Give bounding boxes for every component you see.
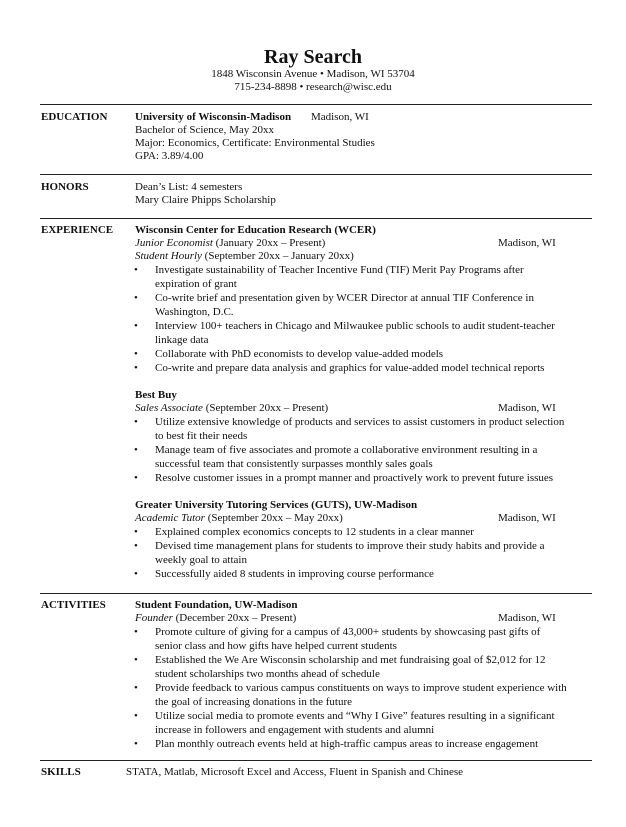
section-label-activities: ACTIVITIES <box>41 599 106 611</box>
education-major: Major: Economics, Certificate: Environmental Studies <box>135 137 375 149</box>
bullet-icon: • <box>134 626 138 638</box>
bullet-icon: • <box>134 320 138 332</box>
bullet-icon: • <box>134 526 138 538</box>
section-label-skills: SKILLS <box>41 766 81 778</box>
bullet-text: Plan monthly outreach events held at high-traffic campus areas to increase engagement <box>155 738 539 750</box>
contact-phone-email: 715-234-8898 • research@wisc.edu <box>234 81 392 93</box>
job-title: Academic Tutor <box>135 512 205 524</box>
bullet-icon: • <box>134 540 138 552</box>
section-divider <box>40 218 592 219</box>
bullet-text: Utilize extensive knowledge of products and services to assist customers in product selection to best fit their needs <box>155 416 565 442</box>
bullet-text: Explained complex economics concepts to 12 students in a clear manner <box>155 526 474 538</box>
section-divider <box>40 593 592 594</box>
section-label-education: EDUCATION <box>41 111 108 123</box>
bullet-text: Devised time management plans for students to improve their study habits and provide a weekly goal to attain <box>155 540 545 566</box>
bullet-text: Resolve customer issues in a prompt manner and proactively work to prevent future issues <box>155 472 554 484</box>
bullet-icon: • <box>134 738 138 750</box>
section-label-honors: HONORS <box>41 181 89 193</box>
bullet-text: Provide feedback to various campus constituents on ways to improve student experience with the goal of increasing donations in the future <box>155 682 567 708</box>
activity-dates: (December 20xx – Present) <box>172 612 297 624</box>
job-role-line <box>135 402 328 416</box>
section-divider <box>40 760 592 761</box>
bullet-text: Established the We Are Wisconsin scholarship and met fundraising goal of $2,012 for 12 student scholarships two months ahead of schedule <box>155 654 546 680</box>
job-location: Madison, WI <box>498 512 556 524</box>
job-dates: (September 20xx – January 20xx) <box>201 250 354 262</box>
section-divider <box>40 104 592 105</box>
bullet-text: Collaborate with PhD economists to develop value-added models <box>155 348 444 360</box>
activity-role-line <box>135 612 296 626</box>
job-location: Madison, WI <box>498 402 556 414</box>
bullet-text: Co-write and prepare data analysis and graphics for value-added model technical reports <box>155 362 545 374</box>
job-title: Sales Associate <box>135 402 203 414</box>
job-dates: (September 20xx – May 20xx) <box>204 512 343 524</box>
bullet-icon: • <box>134 348 138 360</box>
bullet-icon: • <box>134 362 138 374</box>
bullet-icon: • <box>134 416 138 428</box>
bullet-text: Interview 100+ teachers in Chicago and Milwaukee public schools to audit student-teacher linkage data <box>155 320 555 346</box>
education-school: University of Wisconsin-Madison <box>135 111 292 123</box>
bullet-icon: • <box>134 444 138 456</box>
bullet-text: Investigate sustainability of Teacher Incentive Fund (TIF) Merit Pay Programs after expiration of grant <box>155 264 524 290</box>
job-role-line <box>135 250 354 264</box>
education-degree: Bachelor of Science, May 20xx <box>135 124 274 136</box>
bullet-icon: • <box>134 472 138 484</box>
job-role-line <box>135 512 343 526</box>
job-organization: Greater University Tutoring Services (GUTS), UW-Madison <box>135 499 418 511</box>
job-location: Madison, WI <box>498 237 556 249</box>
bullet-text: Utilize social media to promote events and “Why I Give” features resulting in a significant increase in followers and engagement with students and alumni <box>155 710 555 736</box>
bullet-text: Promote culture of giving for a campus of 43,000+ students by showcasing past gifts of senior class and how gifts have helped current students <box>155 626 541 652</box>
bullet-icon: • <box>134 292 138 304</box>
bullet-text: Co-write brief and presentation given by WCER Director at annual TIF Conference in Washington, D.C. <box>155 292 534 318</box>
honor-item: Dean’s List: 4 semesters <box>135 181 243 193</box>
job-dates: (September 20xx – Present) <box>202 402 329 414</box>
bullet-icon: • <box>134 654 138 666</box>
bullet-text: Manage team of five associates and promote a collaborative environment resulting in a successful team that consistently surpasses monthly sales goals <box>155 444 538 470</box>
job-organization: Best Buy <box>135 389 177 401</box>
education-location: Madison, WI <box>311 111 369 123</box>
skills-text: STATA, Matlab, Microsoft Excel and Access, Fluent in Spanish and Chinese <box>126 766 464 778</box>
activity-organization: Student Foundation, UW-Madison <box>135 599 298 611</box>
section-label-experience: EXPERIENCE <box>41 224 114 236</box>
contact-address: 1848 Wisconsin Avenue • Madison, WI 53704 <box>211 68 415 80</box>
activity-title: Founder <box>135 612 173 624</box>
education-gpa: GPA: 3.89/4.00 <box>135 150 204 162</box>
bullet-icon: • <box>134 682 138 694</box>
bullet-icon: • <box>134 710 138 722</box>
honor-item: Mary Claire Phipps Scholarship <box>135 194 276 206</box>
activity-location: Madison, WI <box>498 612 556 624</box>
bullet-icon: • <box>134 568 138 580</box>
bullet-text: Successfully aided 8 students in improving course performance <box>155 568 434 580</box>
job-title: Junior Economist <box>135 237 213 249</box>
job-dates: (January 20xx – Present) <box>212 237 326 249</box>
job-organization: Wisconsin Center for Education Research (WCER) <box>135 224 376 236</box>
job-title: Student Hourly <box>135 250 202 262</box>
section-divider <box>40 174 592 175</box>
resume-name: Ray Search <box>264 46 362 68</box>
bullet-icon: • <box>134 264 138 276</box>
job-role-line <box>135 237 325 251</box>
